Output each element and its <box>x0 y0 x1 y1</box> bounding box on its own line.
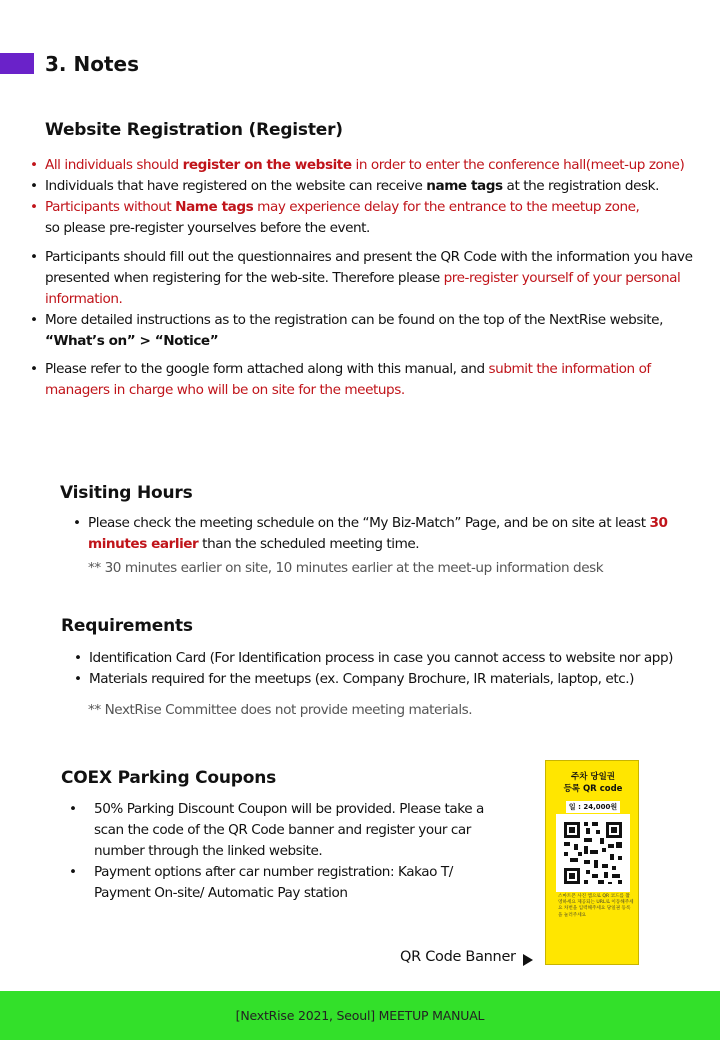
website-registration-heading: Website Registration (Register) <box>45 120 343 140</box>
parking-heading: COEX Parking Coupons <box>61 768 277 788</box>
qr-banner-label: QR Code Banner <box>400 949 516 965</box>
list-item: • All individuals should register on the website in order to enter the conference hall(meet-up zone) <box>29 155 719 176</box>
list-item: • 50% Parking Discount Coupon will be provided. Please take a scan the code of the QR Code banner and register your car number through the linked website. <box>68 799 513 862</box>
qr-code-icon <box>556 814 630 892</box>
footer-text: [NextRise 2021, Seoul] MEETUP MANUAL <box>235 1008 485 1023</box>
requirements-list <box>73 648 718 690</box>
list-item: • Payment options after car number registration: Kakao T/ Payment On-site/ Automatic Pay station <box>68 862 513 904</box>
footer-bar <box>0 991 720 1040</box>
visiting-hours-heading: Visiting Hours <box>60 483 193 503</box>
requirements-heading: Requirements <box>61 616 193 636</box>
page-title: 3. Notes <box>45 52 139 76</box>
visiting-hours-list <box>72 513 692 555</box>
website-registration-list-3 <box>29 359 709 401</box>
qr-code-image[interactable] <box>556 814 630 892</box>
list-item: • Identification Card (For Identification process in case you cannot access to website nor app) <box>73 648 718 669</box>
title-accent-bar <box>0 53 34 74</box>
website-registration-list <box>29 155 719 239</box>
list-item: • Materials required for the meetups (ex. Company Brochure, IR materials, laptop, etc.) <box>73 669 718 690</box>
qr-code-banner <box>545 760 639 965</box>
list-item: • More detailed instructions as to the registration can be found on the top of the NextRise website, “What’s on” > “Notice” <box>29 310 709 352</box>
visiting-hours-note: ** 30 minutes earlier on site, 10 minutes earlier at the meet-up information desk <box>88 560 604 576</box>
list-item: • Participants should fill out the questionnaires and present the QR Code with the information you have presented when registering for the web-site. Therefore please pre-register yourself of your personal information. <box>29 247 709 310</box>
parking-list <box>68 799 513 904</box>
requirements-note: ** NextRise Committee does not provide meeting materials. <box>88 702 473 718</box>
play-arrow-icon <box>523 954 533 966</box>
banner-fee: 일 : 24,000원 <box>566 801 620 813</box>
website-registration-list-2 <box>29 247 709 352</box>
list-item: • Please refer to the google form attached along with this manual, and submit the information of managers in charge who will be on site for the meetups. <box>29 359 709 401</box>
banner-instructions: 스마트폰 사진 앱으로 QR 코드를 촬영하세요 제공되는 URL로 이동해주세요 차번을 입력해주세요 당일권 등록을 눌러주세요 <box>558 894 634 918</box>
list-item: • Individuals that have registered on the website can receive name tags at the registration desk. <box>29 176 719 197</box>
list-item: • Participants without Name tags may experience delay for the entrance to the meetup zone, so please pre-register yourselves before the event. <box>29 197 719 239</box>
list-item: • Please check the meeting schedule on the “My Biz-Match” Page, and be on site at least 30 minutes earlier than the scheduled meeting time. <box>72 513 692 555</box>
banner-title: 주차 당일권 등록 QR code <box>563 772 623 794</box>
